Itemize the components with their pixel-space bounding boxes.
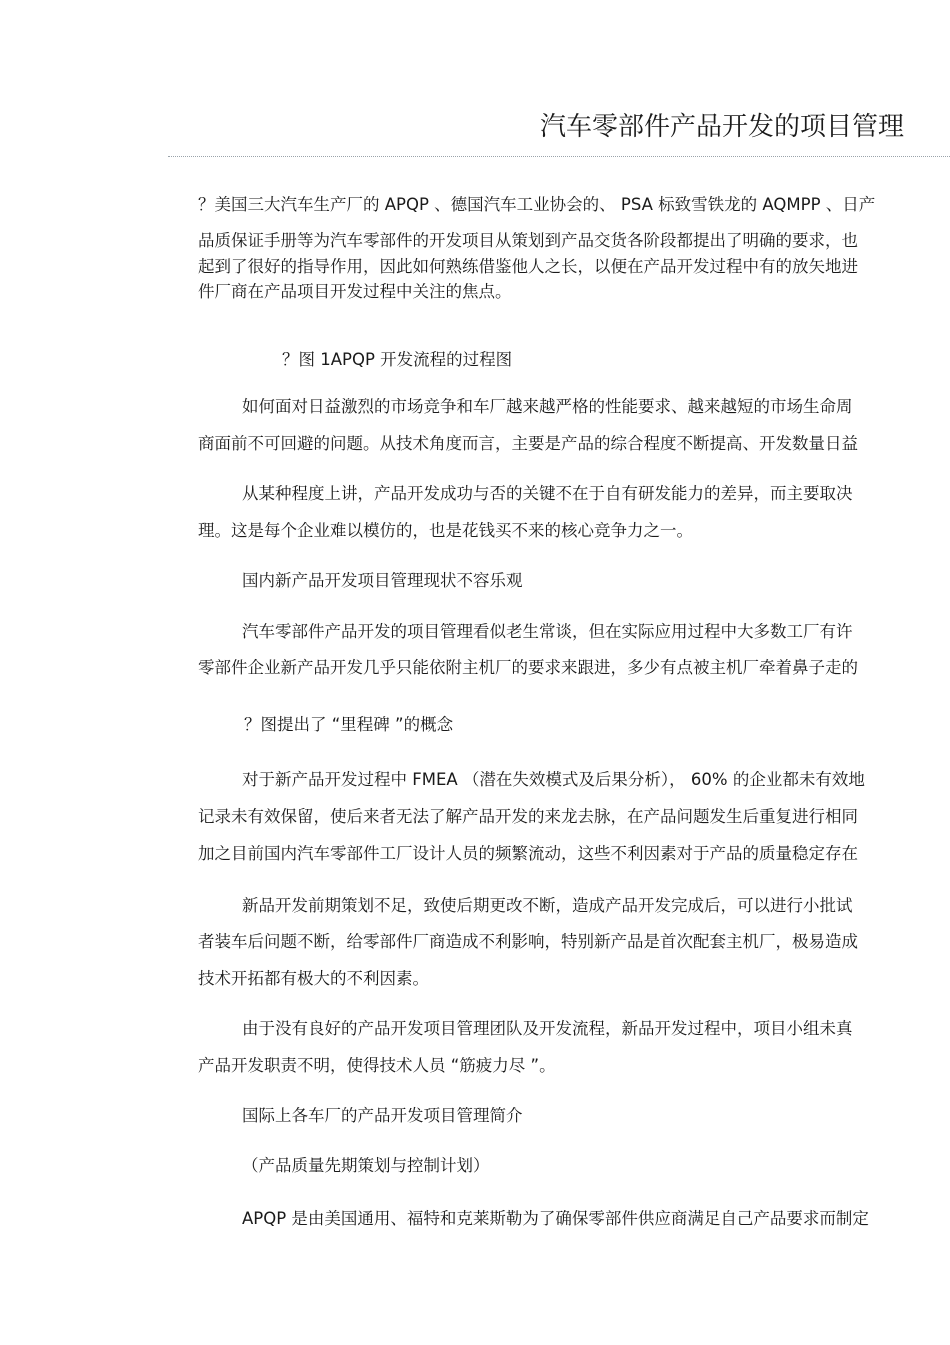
section-subheading: （产品质量先期策划与控制计划） — [242, 1156, 490, 1175]
text-line: 新品开发前期策划不足，致使后期更改不断，造成产品开发完成后，可以进行小批试 — [242, 896, 853, 915]
text-line: 零部件企业新产品开发几乎只能依附主机厂的要求来跟进，多少有点被主机厂牵着鼻子走的 — [198, 658, 858, 677]
text-line: 汽车零部件产品开发的项目管理看似老生常谈，但在实际应用过程中大多数工厂有许 — [242, 622, 853, 641]
text-line: 产品开发职责不明，使得技术人员 “筋疲力尽 ”。 — [198, 1056, 556, 1075]
text-line: 由于没有良好的产品开发项目管理团队及开发流程，新品开发过程中，项目小组未真 — [242, 1019, 853, 1038]
section-heading: 国内新产品开发项目管理现状不容乐观 — [242, 571, 523, 590]
figure-caption: ？图提出了 “里程碑 ”的概念 — [244, 715, 454, 734]
page-title: 汽车零部件产品开发的项目管理 — [539, 112, 904, 142]
text-line: 如何面对日益激烈的市场竞争和车厂越来越严格的性能要求、越来越短的市场生命周 — [242, 397, 853, 416]
figure-caption: ？图 1APQP 开发流程的过程图 — [282, 350, 513, 369]
text-line: 对于新产品开发过程中 FMEA （潜在失效模式及后果分析）， 60% 的企业都未有效地 — [242, 770, 865, 789]
section-heading: 国际上各车厂的产品开发项目管理简介 — [242, 1106, 523, 1125]
text-line: 技术开拓都有极大的不利因素。 — [198, 969, 429, 988]
text-line: 商面前不可回避的问题。从技术角度而言，主要是产品的综合程度不断提高、开发数量日益 — [198, 434, 858, 453]
text-line: 记录未有效保留，使后来者无法了解产品开发的来龙去脉，在产品问题发生后重复进行相同 — [198, 807, 858, 826]
text-line: APQP 是由美国通用、福特和克莱斯勒为了确保零部件供应商满足自己产品要求而制定 — [242, 1209, 869, 1228]
text-line: 从某种程度上讲，产品开发成功与否的关键不在于自有研发能力的差异，而主要取决 — [242, 484, 853, 503]
text-line: 起到了很好的指导作用，因此如何熟练借鉴他人之长，以便在产品开发过程中有的放矢地进 — [198, 257, 858, 276]
title-divider — [168, 156, 950, 157]
text-line: 理。这是每个企业难以模仿的，也是花钱买不来的核心竞争力之一。 — [198, 521, 693, 540]
text-line: ？美国三大汽车生产厂的 APQP 、德国汽车工业协会的、 PSA 标致雪铁龙的 AQMPP 、日产 — [198, 195, 876, 214]
text-line: 件厂商在产品项目开发过程中关注的焦点。 — [198, 282, 512, 301]
text-line: 加之目前国内汽车零部件工厂设计人员的频繁流动，这些不利因素对于产品的质量稳定存在 — [198, 844, 858, 863]
text-line: 者装车后问题不断，给零部件厂商造成不利影响，特别新产品是首次配套主机厂，极易造成 — [198, 932, 858, 951]
text-line: 品质保证手册等为汽车零部件的开发项目从策划到产品交货各阶段都提出了明确的要求，也 — [198, 231, 858, 250]
